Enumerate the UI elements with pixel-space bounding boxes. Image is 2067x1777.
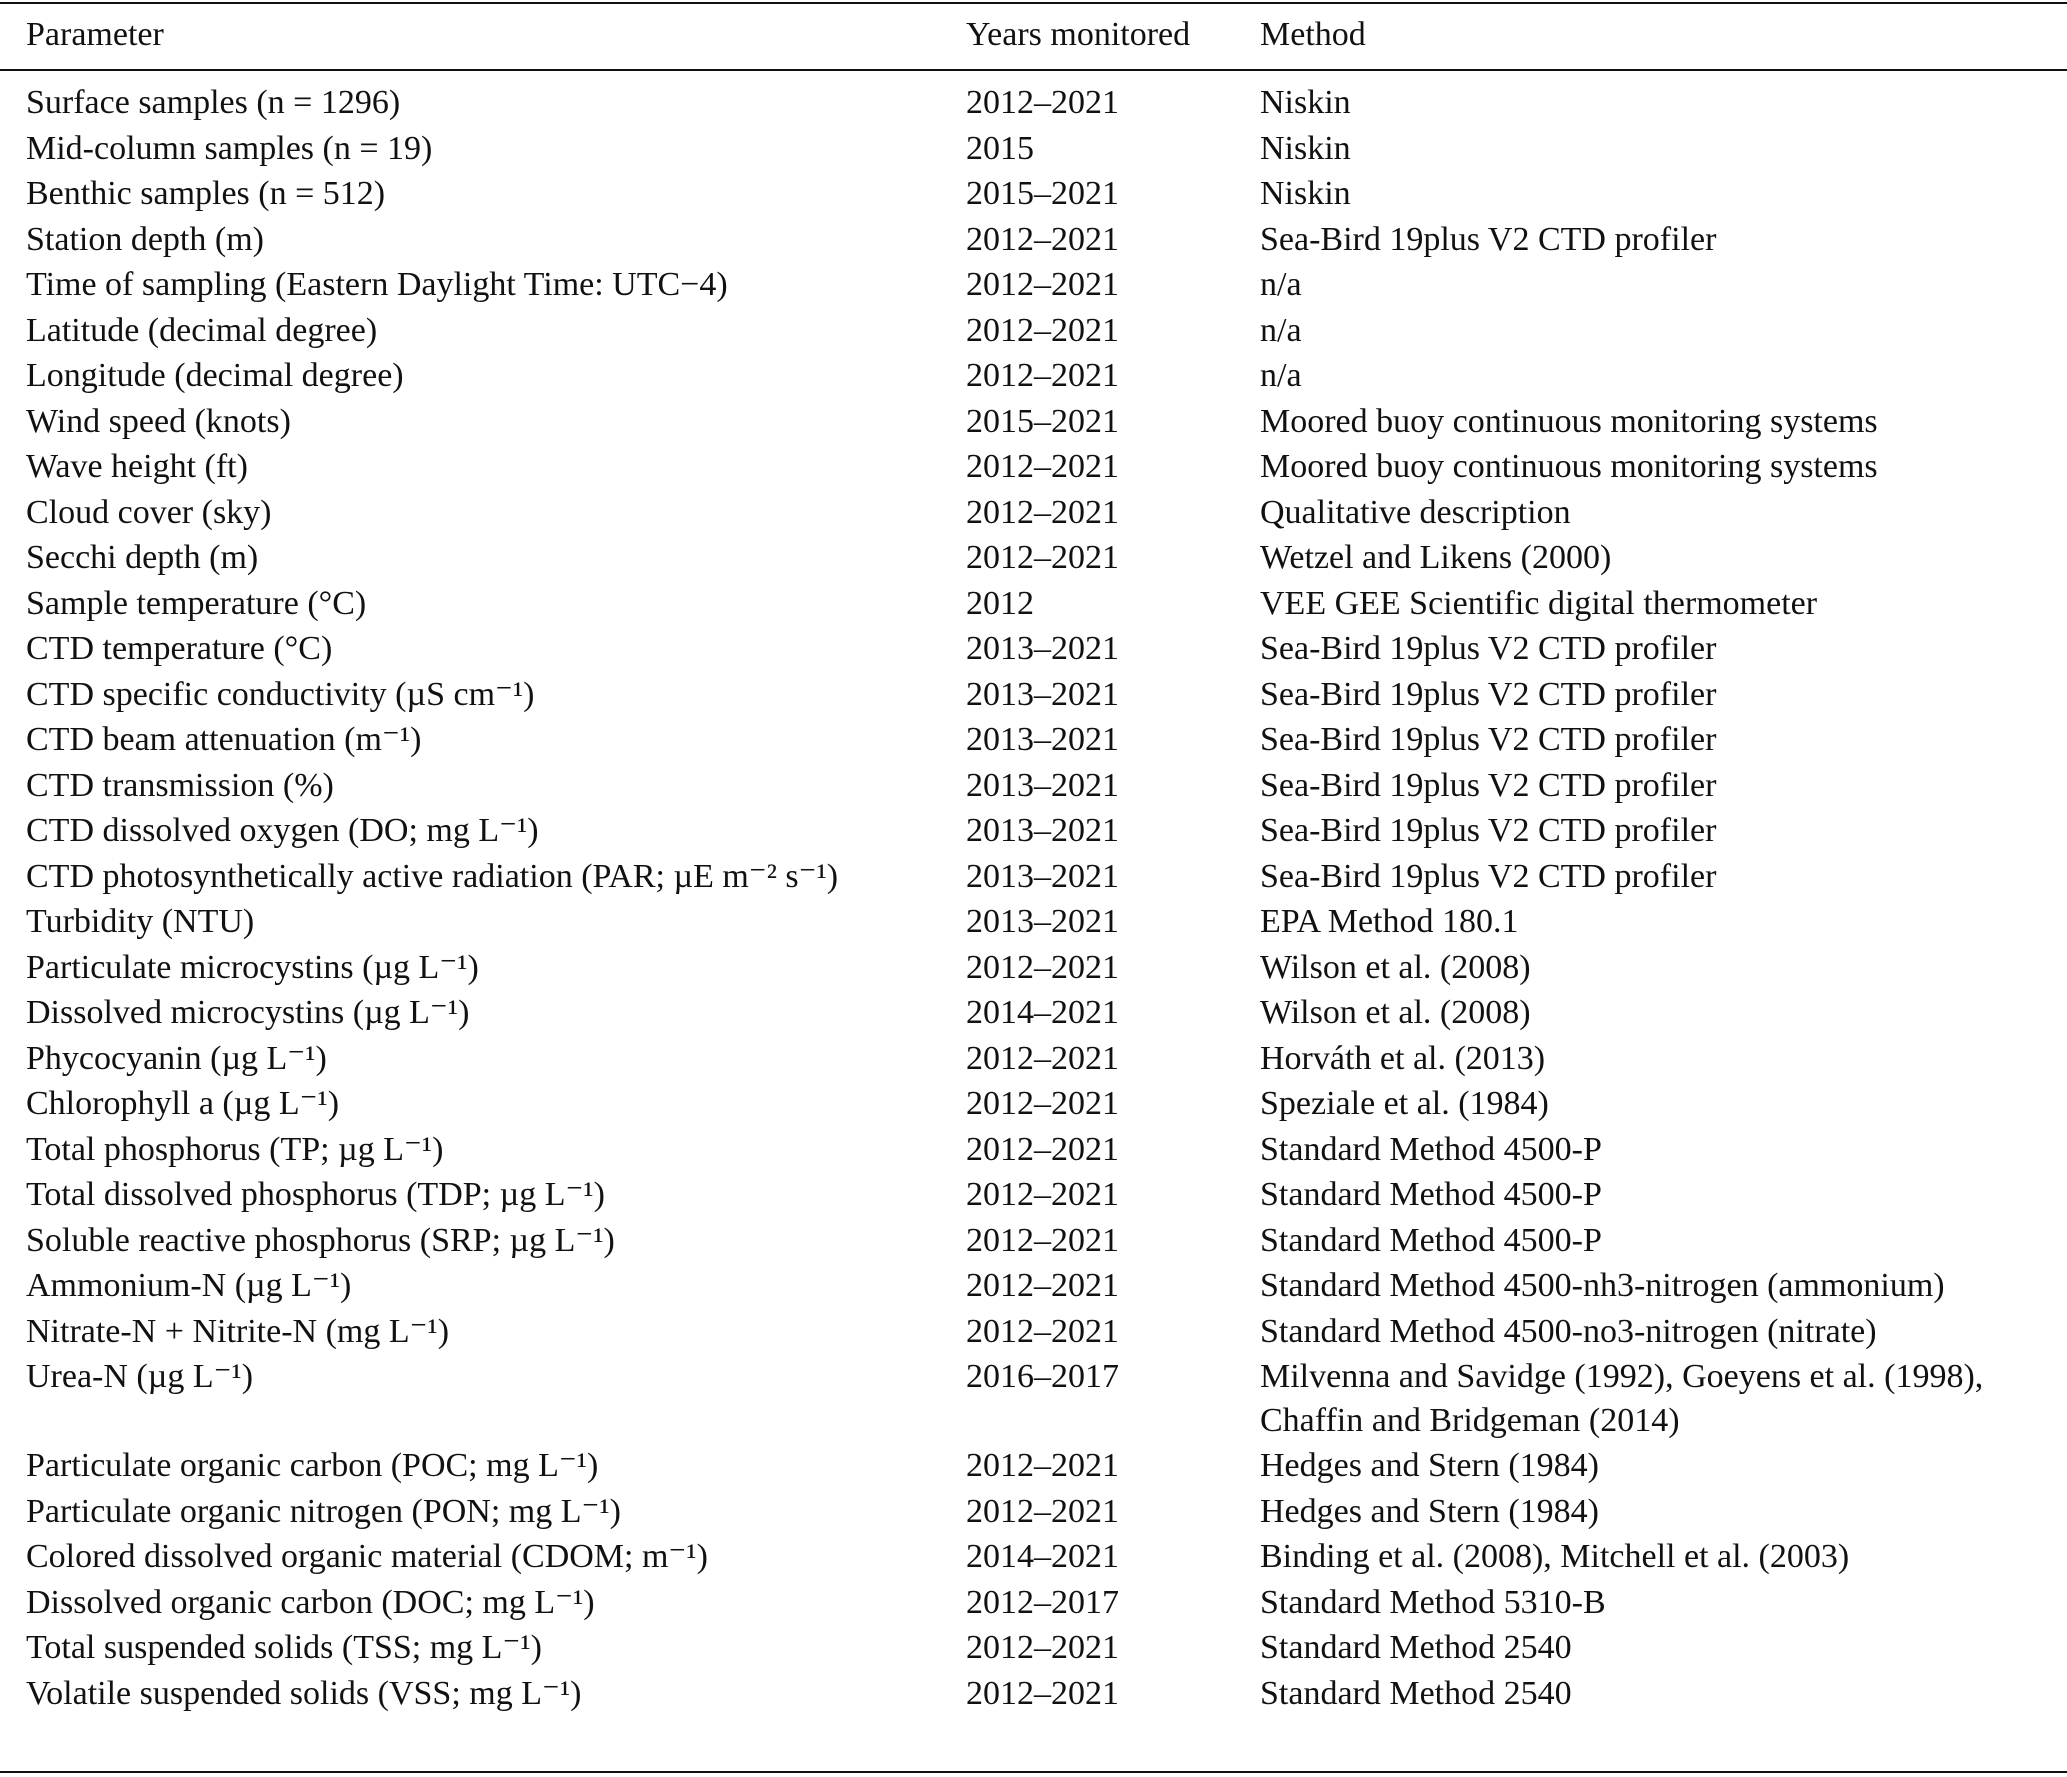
method-line: Speziale et al. (1984) <box>1260 1085 1549 1122</box>
method-line: Sea-Bird 19plus V2 CTD profiler <box>1260 630 1717 667</box>
cell-parameter: Time of sampling (Eastern Daylight Time: UTC−4) <box>26 266 728 303</box>
cell-method <box>1260 1264 2067 1310</box>
cell-method <box>1260 1355 2067 1444</box>
cell-method <box>1260 1535 2067 1581</box>
table-row <box>0 809 2067 855</box>
cell-years-monitored: 2013–2021 <box>966 630 1119 667</box>
table-row <box>0 1037 2067 1083</box>
table-row <box>0 172 2067 218</box>
cell-parameter: Longitude (decimal degree) <box>26 357 404 394</box>
cell-parameter: Particulate organic carbon (POC; mg L⁻¹) <box>26 1447 599 1484</box>
cell-method <box>1260 764 2067 810</box>
table-row <box>0 718 2067 764</box>
cell-method <box>1260 1219 2067 1265</box>
cell-method <box>1260 127 2067 173</box>
table-row <box>0 1672 2067 1718</box>
method-line: VEE GEE Scientific digital thermometer <box>1260 584 1818 622</box>
table-row <box>0 445 2067 491</box>
cell-parameter: Total phosphorus (TP; µg L⁻¹) <box>26 1130 444 1168</box>
cell-method <box>1260 855 2067 901</box>
cell-years-monitored: 2012–2021 <box>966 1447 1119 1484</box>
cell-method <box>1260 673 2067 719</box>
cell-parameter: Particulate microcystins (µg L⁻¹) <box>26 948 479 986</box>
method-line: Niskin <box>1260 84 1351 121</box>
table-row <box>0 900 2067 946</box>
method-line: Moored buoy continuous monitoring systems <box>1260 448 1878 485</box>
cell-years-monitored: 2015 <box>966 129 1034 167</box>
cell-years-monitored: 2012–2021 <box>966 1312 1119 1350</box>
cell-parameter: Nitrate-N + Nitrite-N (mg L⁻¹) <box>26 1312 450 1350</box>
cell-parameter: Turbidity (NTU) <box>26 903 255 940</box>
bottom-rule <box>0 1771 2067 1773</box>
table-row <box>0 582 2067 628</box>
table-row <box>0 1082 2067 1128</box>
table-body <box>0 69 2067 1717</box>
method-line: Standard Method 4500-P <box>1260 1130 1602 1168</box>
table-row <box>0 764 2067 810</box>
cell-method <box>1260 582 2067 628</box>
table-row <box>0 354 2067 400</box>
cell-parameter: Surface samples (n = 1296) <box>26 84 401 121</box>
header-spacer <box>0 69 2067 81</box>
table-row <box>0 673 2067 719</box>
cell-parameter: Secchi depth (m) <box>26 539 259 576</box>
cell-parameter: Colored dissolved organic material (CDOM; m⁻¹) <box>26 1538 708 1575</box>
header-years-monitored: Years monitored <box>966 15 1191 53</box>
cell-years-monitored: 2012–2021 <box>966 493 1119 531</box>
table-row <box>0 1581 2067 1627</box>
method-line: Moored buoy continuous monitoring systems <box>1260 402 1878 440</box>
method-line: Sea-Bird 19plus V2 CTD profiler <box>1260 857 1717 895</box>
method-line: EPA Method 180.1 <box>1260 903 1519 940</box>
table-row <box>0 81 2067 127</box>
cell-parameter: CTD temperature (°C) <box>26 630 333 667</box>
method-line: Hedges and Stern (1984) <box>1260 1492 1599 1530</box>
cell-years-monitored: 2012–2021 <box>966 448 1119 485</box>
method-line: Sea-Bird 19plus V2 CTD profiler <box>1260 812 1717 849</box>
cell-method <box>1260 900 2067 946</box>
header-row <box>0 0 2067 69</box>
method-line: Standard Method 2540 <box>1260 1674 1572 1712</box>
cell-parameter: CTD specific conductivity (µS cm⁻¹) <box>26 675 535 713</box>
cell-method <box>1260 263 2067 309</box>
cell-parameter: Ammonium-N (µg L⁻¹) <box>26 1267 352 1304</box>
header-method: Method <box>1260 15 1366 53</box>
method-line: Wilson et al. (2008) <box>1260 948 1531 986</box>
cell-method <box>1260 309 2067 355</box>
cell-parameter: Volatile suspended solids (VSS; mg L⁻¹) <box>26 1674 582 1712</box>
cell-years-monitored: 2012–2021 <box>966 1085 1119 1122</box>
cell-method <box>1260 718 2067 764</box>
method-line: Sea-Bird 19plus V2 CTD profiler <box>1260 766 1717 804</box>
table-row <box>0 536 2067 582</box>
cell-years-monitored: 2013–2021 <box>966 675 1119 713</box>
table-row <box>0 491 2067 537</box>
method-line: Chaffin and Bridgeman (2014) <box>1260 1402 1680 1439</box>
cell-method <box>1260 1037 2067 1083</box>
method-line: Milvenna and Savidge (1992), Goeyens et al. (1998), <box>1260 1358 1984 1395</box>
header-parameter: Parameter <box>26 15 164 53</box>
cell-parameter: Soluble reactive phosphorus (SRP; µg L⁻¹) <box>26 1221 615 1259</box>
cell-parameter: Chlorophyll a (µg L⁻¹) <box>26 1085 340 1122</box>
method-line: n/a <box>1260 311 1302 349</box>
cell-parameter: Wave height (ft) <box>26 448 248 485</box>
cell-method <box>1260 627 2067 673</box>
method-line: Wetzel and Likens (2000) <box>1260 539 1612 576</box>
table-row <box>0 991 2067 1037</box>
method-line: Standard Method 5310-B <box>1260 1583 1606 1621</box>
cell-years-monitored: 2013–2021 <box>966 812 1119 849</box>
method-line: Niskin <box>1260 175 1351 212</box>
table-row <box>0 218 2067 264</box>
method-line: Wilson et al. (2008) <box>1260 994 1531 1031</box>
cell-years-monitored: 2014–2021 <box>966 994 1119 1031</box>
cell-years-monitored: 2012–2021 <box>966 311 1119 349</box>
cell-parameter: Benthic samples (n = 512) <box>26 175 386 212</box>
cell-years-monitored: 2013–2021 <box>966 766 1119 804</box>
cell-method <box>1260 400 2067 446</box>
cell-parameter: Wind speed (knots) <box>26 402 291 440</box>
cell-years-monitored: 2012–2021 <box>966 357 1119 394</box>
cell-parameter: Dissolved organic carbon (DOC; mg L⁻¹) <box>26 1583 595 1621</box>
method-line: Standard Method 4500-P <box>1260 1176 1602 1213</box>
cell-method <box>1260 218 2067 264</box>
cell-method <box>1260 1082 2067 1128</box>
table-row <box>0 1173 2067 1219</box>
cell-method <box>1260 1310 2067 1356</box>
table-row <box>0 263 2067 309</box>
method-line: n/a <box>1260 266 1302 303</box>
cell-years-monitored: 2012–2021 <box>966 1492 1119 1530</box>
cell-years-monitored: 2014–2021 <box>966 1538 1119 1575</box>
method-line: Qualitative description <box>1260 493 1571 531</box>
table-row <box>0 1490 2067 1536</box>
cell-years-monitored: 2013–2021 <box>966 857 1119 895</box>
cell-years-monitored: 2012–2021 <box>966 539 1119 576</box>
cell-years-monitored: 2012–2017 <box>966 1583 1119 1621</box>
cell-years-monitored: 2012–2021 <box>966 948 1119 986</box>
table-row <box>0 1264 2067 1310</box>
cell-years-monitored: 2012–2021 <box>966 1267 1119 1304</box>
cell-years-monitored: 2012–2021 <box>966 1039 1119 1077</box>
method-line: Standard Method 4500-no3-nitrogen (nitrate) <box>1260 1312 1877 1350</box>
cell-method <box>1260 81 2067 127</box>
cell-parameter: Cloud cover (sky) <box>26 493 272 531</box>
cell-years-monitored: 2012–2021 <box>966 1130 1119 1168</box>
cell-parameter: Latitude (decimal degree) <box>26 311 378 349</box>
cell-method <box>1260 946 2067 992</box>
cell-method <box>1260 1444 2067 1490</box>
table-row <box>0 1219 2067 1265</box>
cell-method <box>1260 1581 2067 1627</box>
cell-years-monitored: 2012–2021 <box>966 1674 1119 1712</box>
cell-parameter: Particulate organic nitrogen (PON; mg L⁻¹) <box>26 1492 621 1530</box>
cell-method <box>1260 809 2067 855</box>
table-row <box>0 400 2067 446</box>
cell-years-monitored: 2016–2017 <box>966 1358 1119 1395</box>
table-row <box>0 1310 2067 1356</box>
cell-method <box>1260 491 2067 537</box>
method-line: Standard Method 2540 <box>1260 1629 1572 1666</box>
table-row <box>0 309 2067 355</box>
cell-parameter: CTD beam attenuation (m⁻¹) <box>26 721 422 758</box>
table-row <box>0 627 2067 673</box>
table-row <box>0 1535 2067 1581</box>
cell-parameter: Mid-column samples (n = 19) <box>26 129 433 167</box>
cell-method <box>1260 1626 2067 1672</box>
cell-parameter: Urea-N (µg L⁻¹) <box>26 1358 254 1395</box>
cell-parameter: Dissolved microcystins (µg L⁻¹) <box>26 994 470 1031</box>
cell-parameter: CTD transmission (%) <box>26 766 334 804</box>
table-row <box>0 855 2067 901</box>
cell-parameter: Station depth (m) <box>26 220 264 258</box>
method-line: Sea-Bird 19plus V2 CTD profiler <box>1260 675 1717 713</box>
cell-years-monitored: 2013–2021 <box>966 721 1119 758</box>
method-line: Binding et al. (2008), Mitchell et al. (2003) <box>1260 1538 1850 1575</box>
cell-years-monitored: 2013–2021 <box>966 903 1119 940</box>
cell-years-monitored: 2012–2021 <box>966 1629 1119 1666</box>
method-line: Standard Method 4500-P <box>1260 1221 1602 1259</box>
cell-method <box>1260 172 2067 218</box>
cell-parameter: Total dissolved phosphorus (TDP; µg L⁻¹) <box>26 1176 605 1213</box>
cell-method <box>1260 445 2067 491</box>
method-line: Niskin <box>1260 129 1351 167</box>
table-row <box>0 1626 2067 1672</box>
cell-parameter: Phycocyanin (µg L⁻¹) <box>26 1039 327 1077</box>
cell-method <box>1260 991 2067 1037</box>
cell-method <box>1260 536 2067 582</box>
cell-years-monitored: 2012 <box>966 584 1034 622</box>
table-row <box>0 127 2067 173</box>
cell-method <box>1260 1672 2067 1718</box>
cell-method <box>1260 1128 2067 1174</box>
cell-parameter: CTD dissolved oxygen (DO; mg L⁻¹) <box>26 812 539 849</box>
cell-years-monitored: 2015–2021 <box>966 175 1119 212</box>
table-row <box>0 1444 2067 1490</box>
table-row <box>0 1355 2067 1444</box>
cell-years-monitored: 2012–2021 <box>966 266 1119 303</box>
table-row <box>0 1128 2067 1174</box>
method-line: Standard Method 4500-nh3-nitrogen (ammonium) <box>1260 1267 1945 1304</box>
method-line: Hedges and Stern (1984) <box>1260 1447 1599 1484</box>
cell-method <box>1260 1173 2067 1219</box>
cell-parameter: Total suspended solids (TSS; mg L⁻¹) <box>26 1629 542 1666</box>
cell-parameter: Sample temperature (°C) <box>26 584 367 622</box>
cell-method <box>1260 354 2067 400</box>
cell-parameter: CTD photosynthetically active radiation (PAR; µE m⁻² s⁻¹) <box>26 857 839 895</box>
cell-years-monitored: 2012–2021 <box>966 1221 1119 1259</box>
table-header <box>0 0 2067 69</box>
method-line: Horváth et al. (2013) <box>1260 1039 1546 1077</box>
method-line: Sea-Bird 19plus V2 CTD profiler <box>1260 220 1717 258</box>
method-line: n/a <box>1260 357 1302 394</box>
cell-years-monitored: 2012–2021 <box>966 220 1119 258</box>
method-line: Sea-Bird 19plus V2 CTD profiler <box>1260 721 1717 758</box>
cell-method <box>1260 1490 2067 1536</box>
cell-years-monitored: 2015–2021 <box>966 402 1119 440</box>
table-row <box>0 946 2067 992</box>
cell-years-monitored: 2012–2021 <box>966 84 1119 121</box>
cell-years-monitored: 2012–2021 <box>966 1176 1119 1213</box>
